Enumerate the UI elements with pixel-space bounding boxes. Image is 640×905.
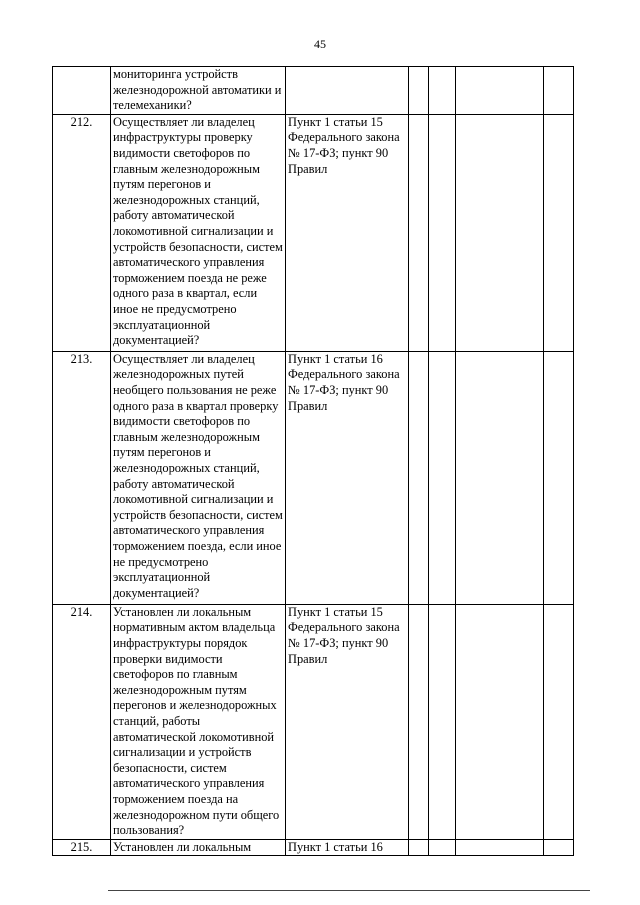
not-applicable-cell [456,839,544,856]
notes-cell [544,839,574,856]
question-text: Установлен ли локальным [111,839,286,856]
answer-no-cell [429,604,456,839]
question-text: Установлен ли локальным нормативным актом владельца инфраструктуры порядок проверки видимости светофоров по главным железнодорожным путям перегонов и железнодорожных станций, работы автоматической локомотивной сигнализации и устройств безопасности, систем автоматического управления торможением поезда на железнодорожном пути общего пользования? [111,604,286,839]
table-row [53,839,574,856]
notes-cell [544,604,574,839]
reference-text: Пункт 1 статьи 16 [286,839,409,856]
answer-no-cell [429,351,456,604]
not-applicable-cell [456,67,544,115]
page-number: 45 [314,37,326,51]
notes-cell [544,67,574,115]
not-applicable-cell [456,604,544,839]
answer-no-cell [429,839,456,856]
row-number: 215. [53,839,111,856]
checklist-table [52,66,574,856]
table-row [53,351,574,604]
row-number [53,67,111,115]
question-text: мониторинга устройств железнодорожной автоматики и телемеханики? [111,67,286,115]
reference-text [286,67,409,115]
question-text: Осуществляет ли владелец инфраструктуры проверку видимости светофоров по главным железнодорожным путям перегонов и железнодорожных станций, работу автоматической локомотивной сигнализации и устройств безопасности, систем автоматического управления торможением поезда не реже одного раза в квартал, если иное не предусмотрено эксплуатационной документацией? [111,114,286,351]
answer-yes-cell [409,839,429,856]
answer-yes-cell [409,67,429,115]
table-row [53,67,574,115]
table-row [53,604,574,839]
row-number: 213. [53,351,111,604]
reference-text: Пункт 1 статьи 15 Федерального закона № 17-ФЗ; пункт 90 Правил [286,114,409,351]
scan-edge-line [108,890,590,891]
notes-cell [544,114,574,351]
row-number: 214. [53,604,111,839]
answer-yes-cell [409,604,429,839]
answer-no-cell [429,67,456,115]
reference-text: Пункт 1 статьи 16 Федерального закона № 17-ФЗ; пункт 90 Правил [286,351,409,604]
answer-yes-cell [409,351,429,604]
answer-yes-cell [409,114,429,351]
not-applicable-cell [456,114,544,351]
row-number: 212. [53,114,111,351]
reference-text: Пункт 1 статьи 15 Федерального закона № 17-ФЗ; пункт 90 Правил [286,604,409,839]
table-row [53,114,574,351]
notes-cell [544,351,574,604]
answer-no-cell [429,114,456,351]
not-applicable-cell [456,351,544,604]
question-text: Осуществляет ли владелец железнодорожных путей необщего пользования не реже одного раза в квартал проверку видимости светофоров по главным железнодорожным путям перегонов и железнодорожных станций, работу автоматической локомотивной сигнализации и устройств безопасности, систем автоматического управления торможением поезда, если иное не предусмотрено эксплуатационной документацией? [111,351,286,604]
